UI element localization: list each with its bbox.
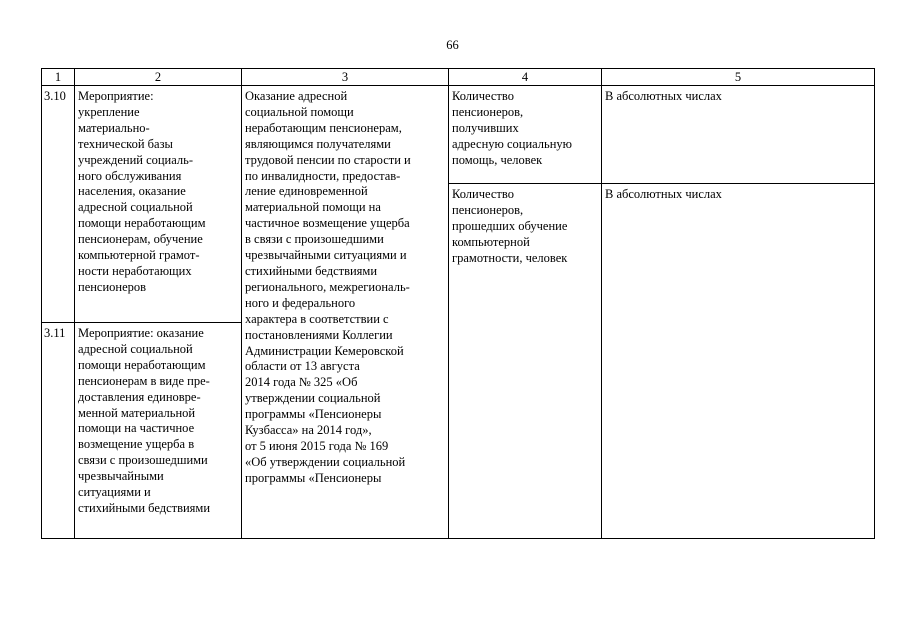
indicator-unit-cell: В абсолютных числах (602, 184, 875, 539)
row-number: 3.10 (42, 86, 75, 323)
column-header-5: 5 (602, 69, 875, 86)
description-cell: Оказание адресной социальной помощи неработающим пенсионерам, являющимся получателями трудовой пенсии по старости и по инвалидности, предостав- ление единовременной материальной помощи на частичное возмещение ущерба в связи с произошедшими чрезвычайными ситуациями и стихийными бедствиями регионального, межрегиональ- ного и федерального характера в соответствии с постановлениями Коллегии Администрации Кемеровской области от 13 августа 2014 года № 325 «Об утверждении социальной программы «Пенсионеры Кузбасса» на 2014 год», от 5 июня 2015 года № 169 «Об утверждении социальной программы «Пенсионеры (242, 86, 449, 539)
column-header-2: 2 (75, 69, 242, 86)
page-number: 66 (446, 38, 459, 52)
table-header-row (42, 69, 875, 86)
indicator-unit-cell: В абсолютных числах (602, 86, 875, 184)
column-header-3: 3 (242, 69, 449, 86)
column-header-1: 1 (42, 69, 75, 86)
event-cell: Мероприятие: оказание адресной социальной помощи неработающим пенсионерам в виде пре- доставления единовре- менной материальной помощи на частичное возмещение ущерба в связи с произошедшими чрезвычайными ситуациями и стихийными бедствиями (75, 323, 242, 539)
row-number: 3.11 (42, 323, 75, 539)
indicator-name-cell: Количество пенсионеров, прошедших обучение компьютерной грамотности, человек (449, 184, 602, 539)
event-cell: Мероприятие: укрепление материально- технической базы учреждений социаль- ного обслуживания населения, оказание адресной социальной помощи неработающим пенсионерам, обучение компьютерной грамот- ности неработающих пенсионеров (75, 86, 242, 323)
column-header-4: 4 (449, 69, 602, 86)
table-row (42, 86, 875, 184)
indicators-table (41, 68, 875, 539)
indicator-name-cell: Количество пенсионеров, получивших адресную социальную помощь, человек (449, 86, 602, 184)
